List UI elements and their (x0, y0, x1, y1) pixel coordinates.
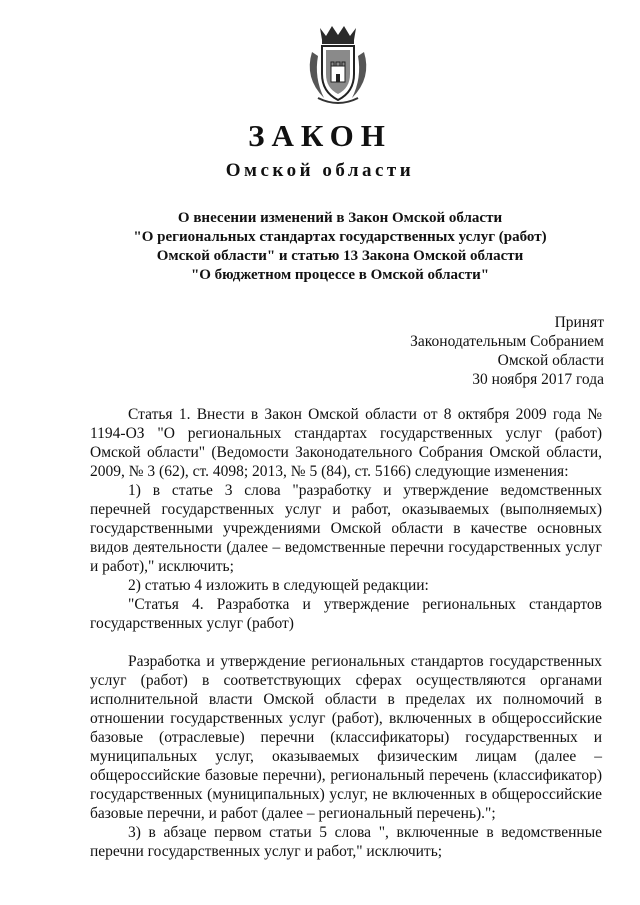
subtitle-line: О внесении изменений в Закон Омской области (177, 210, 503, 226)
amendment-item-2: 2) статью 4 изложить в следующей редакции: (128, 577, 429, 594)
adoption-line: Законодательным Собранием (410, 333, 604, 350)
law-body (90, 405, 602, 861)
document-region: Омской области (225, 160, 415, 181)
law-subtitle (110, 209, 570, 285)
subtitle-line: "О региональных стандартах государственных услуг (работ) (133, 229, 547, 245)
amendment-item-3: 3) в абзаце первом статьи 5 слова ", включенные в ведомственные перечни государственных услуг и работ," исключить; (90, 824, 602, 860)
omsk-coat-of-arms-icon (300, 22, 376, 106)
subtitle-line: Омской области" и статью 13 Закона Омской области (156, 248, 524, 264)
adoption-block (410, 313, 604, 389)
quoted-article-heading: "Статья 4. Разработка и утверждение региональных стандартов государственных услуг (работ) (90, 596, 602, 632)
document-title: ЗАКОН (248, 118, 392, 153)
subtitle-line: "О бюджетном процессе в Омской области" (190, 267, 490, 283)
quoted-article-text: Разработка и утверждение региональных стандартов государственных услуг (работ) в соответствующих сферах осуществляются органами исполнительной власти Омской области в пределах их полномочий в отношении государственных услуг (работ), включенных в общероссийские базовые (отраслевые) перечни (классификаторы) государственных и муниципальных услуг, оказываемых физическим лицам (далее – общероссийские базовые перечни), региональный перечень (классификатор) государственных (муниципальных) услуг, не включенных в общероссийские базовые перечни, и работ (далее – региональный перечень)."; (90, 653, 602, 822)
adoption-line: Принят (554, 314, 604, 331)
adoption-date: 30 ноября 2017 года (472, 371, 604, 388)
amendment-item-1: 1) в статье 3 слова "разработку и утверждение ведомственных перечней государственных услуг и работ, оказываемых (выполняемых) государственными учреждениями Омской области в качестве основных видов деятельности (далее – ведомственные перечни государственных услуг и работ)," исключить; (90, 482, 602, 575)
adoption-line: Омской области (497, 352, 604, 369)
article-1-paragraph: Статья 1. Внести в Закон Омской области от 8 октября 2009 года № 1194-ОЗ "О региональных стандартах государственных услуг (работ) Омской области" (Ведомости Законодательного Собрания Омской области, 2009, № 3 (62), ст. 4098; 2013, № 5 (84), ст. 5166) следующие изменения: (90, 406, 602, 480)
